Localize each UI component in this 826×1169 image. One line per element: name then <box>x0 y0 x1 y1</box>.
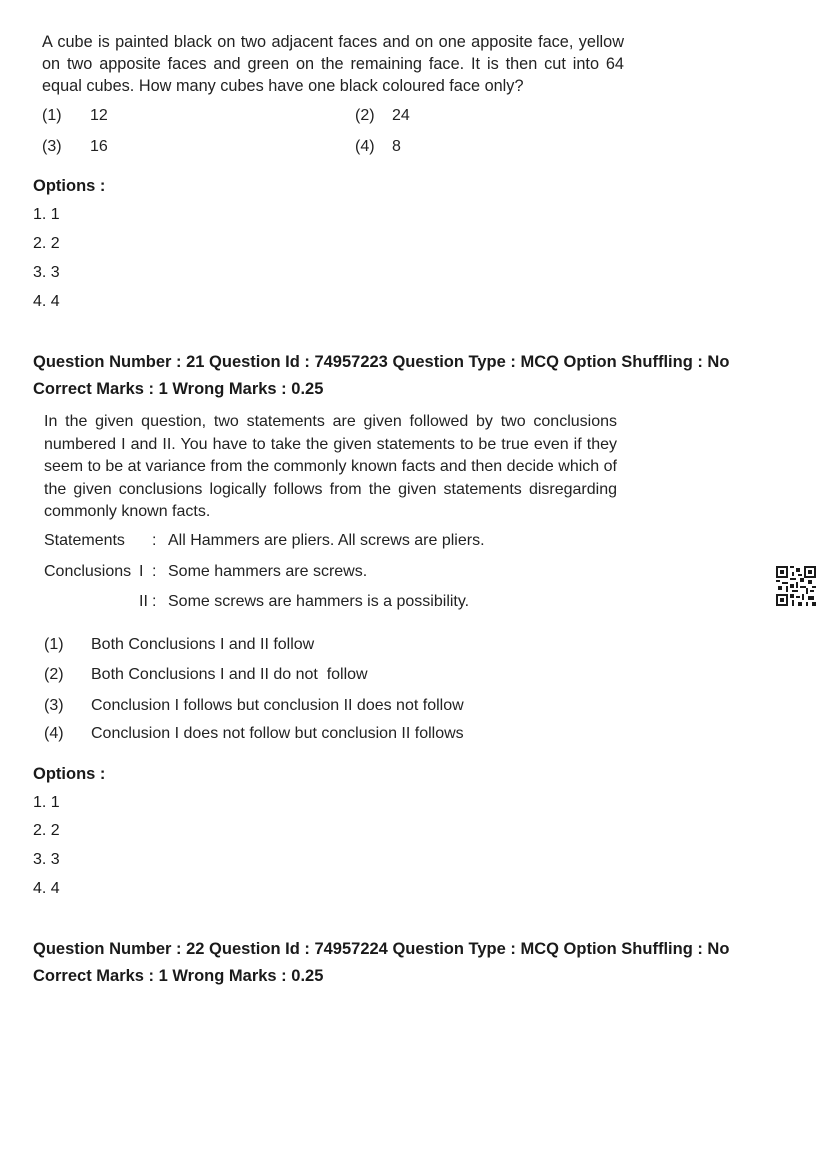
q20-option-1: 1. 1 <box>33 206 60 223</box>
choice-number: (2) <box>44 666 64 683</box>
conclusion-1-number: I <box>139 563 144 580</box>
q21-choice-1 <box>44 636 314 654</box>
statements-colon: : <box>152 532 157 549</box>
choice-value: 8 <box>392 138 401 155</box>
choice-text: Conclusion I follows but conclusion II does not follow <box>91 697 464 714</box>
conclusions-label: Conclusions <box>44 563 132 580</box>
q22-header-line1: Question Number : 22 Question Id : 74957224 Question Type : MCQ Option Shuffling : No <box>33 940 730 958</box>
choice-number: (4) <box>44 725 64 742</box>
conclusion-2-text: Some screws are hammers is a possibility. <box>168 593 470 610</box>
choice-number: (1) <box>44 636 64 653</box>
q22-header-line2: Correct Marks : 1 Wrong Marks : 0.25 <box>33 967 324 985</box>
choice-value: 12 <box>90 107 108 124</box>
choice-text: Conclusion I does not follow but conclusion II follows <box>91 725 464 742</box>
q21-header-line1: Question Number : 21 Question Id : 74957223 Question Type : MCQ Option Shuffling : No <box>33 353 730 371</box>
q20-option-3: 3. 3 <box>33 264 60 281</box>
choice-value: 24 <box>392 107 410 124</box>
q20-option-4: 4. 4 <box>33 293 60 310</box>
choice-number: (4) <box>355 138 375 155</box>
q21-choice-2 <box>44 666 368 684</box>
choice-number: (3) <box>44 697 64 714</box>
choice-text: Both Conclusions I and II follow <box>91 636 315 653</box>
q20-option-2: 2. 2 <box>33 235 60 252</box>
q20-choice-1 <box>42 107 108 125</box>
statements-text: All Hammers are pliers. All screws are pliers. <box>168 532 485 549</box>
q21-choice-3 <box>44 697 464 715</box>
q20-choice-4 <box>355 138 401 156</box>
statements-label: Statements <box>44 532 125 549</box>
q21-header-line2: Correct Marks : 1 Wrong Marks : 0.25 <box>33 380 324 398</box>
q20-options-heading: Options : <box>33 177 106 195</box>
q21-option-2: 2. 2 <box>33 822 60 839</box>
q21-option-3: 3. 3 <box>33 851 60 868</box>
choice-text: Both Conclusions I and II do not follow <box>91 666 368 683</box>
q21-choice-4 <box>44 725 464 743</box>
q21-option-1: 1. 1 <box>33 794 60 811</box>
q21-options-heading: Options : <box>33 765 106 783</box>
choice-number: (1) <box>42 107 62 124</box>
conclusion-1-colon: : <box>152 563 157 580</box>
conclusion-1-text: Some hammers are screws. <box>168 563 368 580</box>
q20-choice-3 <box>42 138 108 156</box>
q21-option-4: 4. 4 <box>33 880 60 897</box>
choice-value: 16 <box>90 138 108 155</box>
q20-choice-2 <box>355 107 410 125</box>
question-20-text: A cube is painted black on two adjacent faces and on one apposite face, yellow on two apposite faces and green on the remaining face. It is then cut into 64 equal cubes. How many cubes have one black coloured face only? <box>42 33 624 95</box>
choice-number: (3) <box>42 138 62 155</box>
conclusion-2-number: II <box>139 593 148 610</box>
choice-number: (2) <box>355 107 375 124</box>
qr-code-icon <box>776 566 816 606</box>
conclusion-2-colon: : <box>152 593 157 610</box>
question-21-text: In the given question, two statements are given followed by two conclusions numbered I and II. You have to take the given statements to be true even if they seem to be at variance from the commonly known facts and then decide which of the given conclusions logically follows from the given statements disregarding commonly known facts. <box>44 413 617 520</box>
